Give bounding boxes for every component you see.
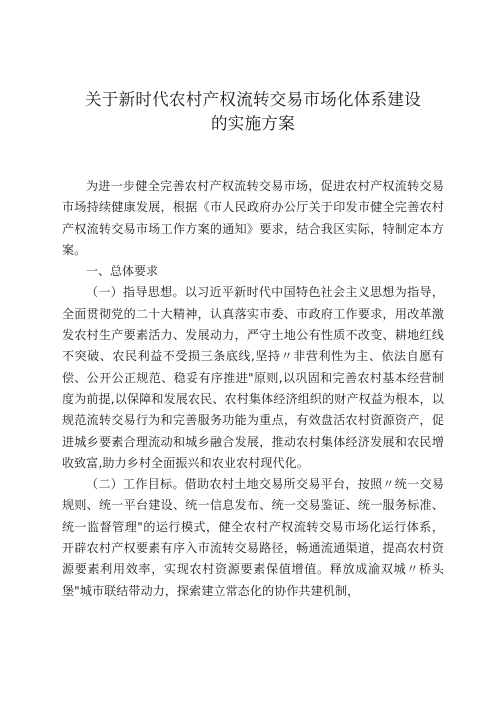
intro-paragraph: 为进一步健全完善农村产权流转交易市场，促进农村产权流转交易市场持续健康发展，根据《市人民政府办公厅关于印发市健全完善农村产权流转交易市场工作方案的通知》要求，结合我区实际，特制定本方案。 (62, 179, 444, 257)
document-title (62, 88, 444, 136)
title-line-1: 关于新时代农村产权流转交易市场化体系建设 (85, 90, 421, 109)
title-line-2: 的实施方案 (211, 114, 295, 133)
guiding-ideology-paragraph: （一）指导思想。以习近平新时代中国特色社会主义思想为指导，全面贯彻党的二十大精神，认真落实市委、市政府工作要求，用改革激发农村生产要素活力、发展动力，严守土地公有性质不改变、耕地红线不突破、农民利益不受损三条底线,坚持〃非营利性为主、依法自愿有偿、公开公正规范、稳妥有序推进"原则,以巩固和完善农村基本经营制度为前提,以保障和发展农民、农村集体经济组织的财产权益为根本，以规范流转交易行为和完善服务功能为重点，有效盘活农村资源资产，促进城乡要素合理流动和城乡融合发展，推动农村集体经济发展和农民增收致富,助力乡村全面振兴和农业农村现代化。 (62, 285, 444, 470)
section-heading: 一、总体要求 (86, 264, 159, 279)
work-goals-paragraph: （二）工作目标。借助农村土地交易所交易平台，按照〃统一交易规则、统一平台建设、统一信息发布、统一交易鉴证、统一服务标准、统一监督管理"的运行模式，健全农村产权流转交易市场化运行体系，开辟农村产权要素有序入市流转交易路径，畅通流通渠道，提高农村资源要素利用效率，实现农村资源要素保值增值。释放成渝双城〃桥头堡"城市联结带动力，探索建立常态化的协作共建机制， (62, 477, 444, 598)
